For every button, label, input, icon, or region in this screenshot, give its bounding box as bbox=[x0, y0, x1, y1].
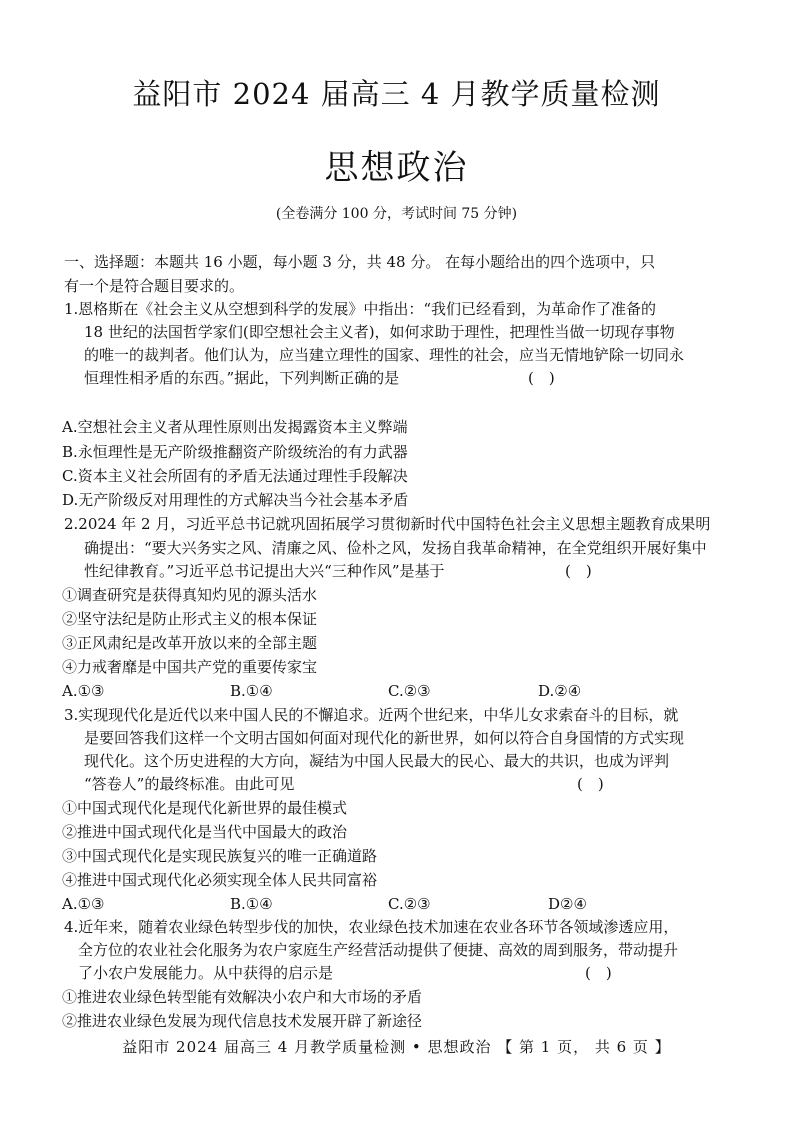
q3-choice-a: A.①③ bbox=[62, 895, 105, 913]
q3-choice-b: B.①④ bbox=[230, 895, 273, 913]
q1-option-c: C.资本主义社会所固有的矛盾无法通过理性手段解决 bbox=[62, 467, 408, 485]
q1-stem-line-4: 恒理性相矛盾的东西。”据此，下列判断正确的是 bbox=[84, 369, 400, 387]
q1-option-b: B.永恒理性是无产阶级推翻资产阶级统治的有力武器 bbox=[62, 443, 408, 461]
q1-answer-blank: ( ) bbox=[528, 369, 555, 387]
q3-choice-c: C.②③ bbox=[388, 895, 431, 913]
q2-choice-a: A.①③ bbox=[62, 682, 105, 700]
q4-stem-line-1: 4.近年来，随着农业绿色转型步伐的加快，农业绿色技术加速在农业各环节各领域渗透应用， bbox=[64, 918, 679, 936]
q3-stem-line-2: 是要回答我们这样一个文明古国如何面对现代化的新世界，如何以符合自身国情的方式实现 bbox=[84, 729, 685, 747]
exam-title: 益阳市 2024 届高三 4 月教学质量检测 bbox=[132, 77, 661, 111]
q2-stem-line-3: 性纪律教育。”习近平总书记提出大兴“三种作风”是基于 bbox=[84, 562, 445, 580]
exam-info: (全卷满分 100 分，考试时间 75 分钟) bbox=[275, 206, 518, 222]
q2-stem-line-2: 确提出：“要大兴务实之风、清廉之风、俭朴之风，发扬自我革命精神，在全党组织开展好集中 bbox=[84, 539, 707, 557]
q3-answer-blank: ( ) bbox=[577, 775, 604, 793]
q2-choice-d: D.②④ bbox=[538, 682, 582, 700]
subject-title: 思想政治 bbox=[324, 148, 469, 188]
q2-choice-b: B.①④ bbox=[230, 682, 273, 700]
q3-stem-line-1: 3.实现现代化是近代以来中国人民的不懈追求。近两个世纪来，中华儿女求索奋斗的目标，就 bbox=[64, 706, 679, 724]
q1-option-d: D.无产阶级反对用理性的方式解决当今社会基本矛盾 bbox=[62, 491, 409, 509]
q3-item-4: ④推进中国式现代化必须实现全体人民共同富裕 bbox=[62, 871, 378, 889]
q1-stem-line-2: 18 世纪的法国哲学家们(即空想社会主义者)，如何求助于理性，把理性当做一切现存事物 bbox=[84, 323, 675, 341]
q3-choice-d: D②④ bbox=[548, 895, 587, 913]
q1-option-a: A.空想社会主义者从理性原则出发揭露资本主义弊端 bbox=[62, 418, 408, 436]
page-footer: 益阳市 2024 届高三 4 月教学质量检测 • 思想政治 【 第 1 页， 共 6 页 】 bbox=[122, 1038, 671, 1056]
section-instruction-line-1: 一、选择题：本题共 16 小题，每小题 3 分，共 48 分。 在每小题给出的四个选项中，只 bbox=[64, 253, 656, 271]
q1-stem-line-3: 的唯一的裁判者。他们认为，应当建立理性的国家、理性的社会，应当无情地铲除一切同永 bbox=[84, 346, 685, 364]
q3-item-1: ①中国式现代化是现代化新世界的最佳模式 bbox=[62, 799, 348, 817]
q4-item-2: ②推进农业绿色发展为现代信息技术发展开辟了新途径 bbox=[62, 1012, 423, 1030]
q4-stem-line-3: 了小农户发展能力。从中获得的启示是 bbox=[78, 964, 334, 982]
q3-stem-line-4: “答卷人”的最终标准。由此可见 bbox=[84, 775, 295, 793]
q2-item-4: ④力戒奢靡是中国共产党的重要传家宝 bbox=[62, 658, 318, 676]
q3-stem-line-3: 现代化。这个历史进程的大方向，凝结为中国人民最大的民心、最大的共识，也成为评判 bbox=[84, 752, 670, 770]
q2-item-3: ③正风肃纪是改革开放以来的全部主题 bbox=[62, 634, 318, 652]
q2-choice-c: C.②③ bbox=[388, 682, 431, 700]
q4-stem-line-2: 全方位的农业社会化服务为农户家庭生产经营活动提供了便捷、高效的周到服务，带动提升 bbox=[78, 941, 679, 959]
section-instruction-line-2: 有一个是符合题目要求的。 bbox=[64, 277, 245, 295]
q2-stem-line-1: 2.2024 年 2 月，习近平总书记就巩固拓展学习贯彻新时代中国特色社会主义思想主题教育成果明 bbox=[64, 515, 711, 533]
q2-item-2: ②坚守法纪是防止形式主义的根本保证 bbox=[62, 610, 318, 628]
q2-item-1: ①调查研究是获得真知灼见的源头活水 bbox=[62, 586, 318, 604]
q1-stem-line-1: 1.恩格斯在《社会主义从空想到科学的发展》中指出：“我们已经看到，为革命作了准备的 bbox=[64, 300, 656, 318]
q2-answer-blank: ( ) bbox=[565, 562, 592, 580]
q3-item-2: ②推进中国式现代化是当代中国最大的政治 bbox=[62, 823, 348, 841]
q4-answer-blank: ( ) bbox=[585, 964, 612, 982]
q4-item-1: ①推进农业绿色转型能有效解决小农户和大市场的矛盾 bbox=[62, 988, 423, 1006]
q3-item-3: ③中国式现代化是实现民族复兴的唯一正确道路 bbox=[62, 847, 378, 865]
